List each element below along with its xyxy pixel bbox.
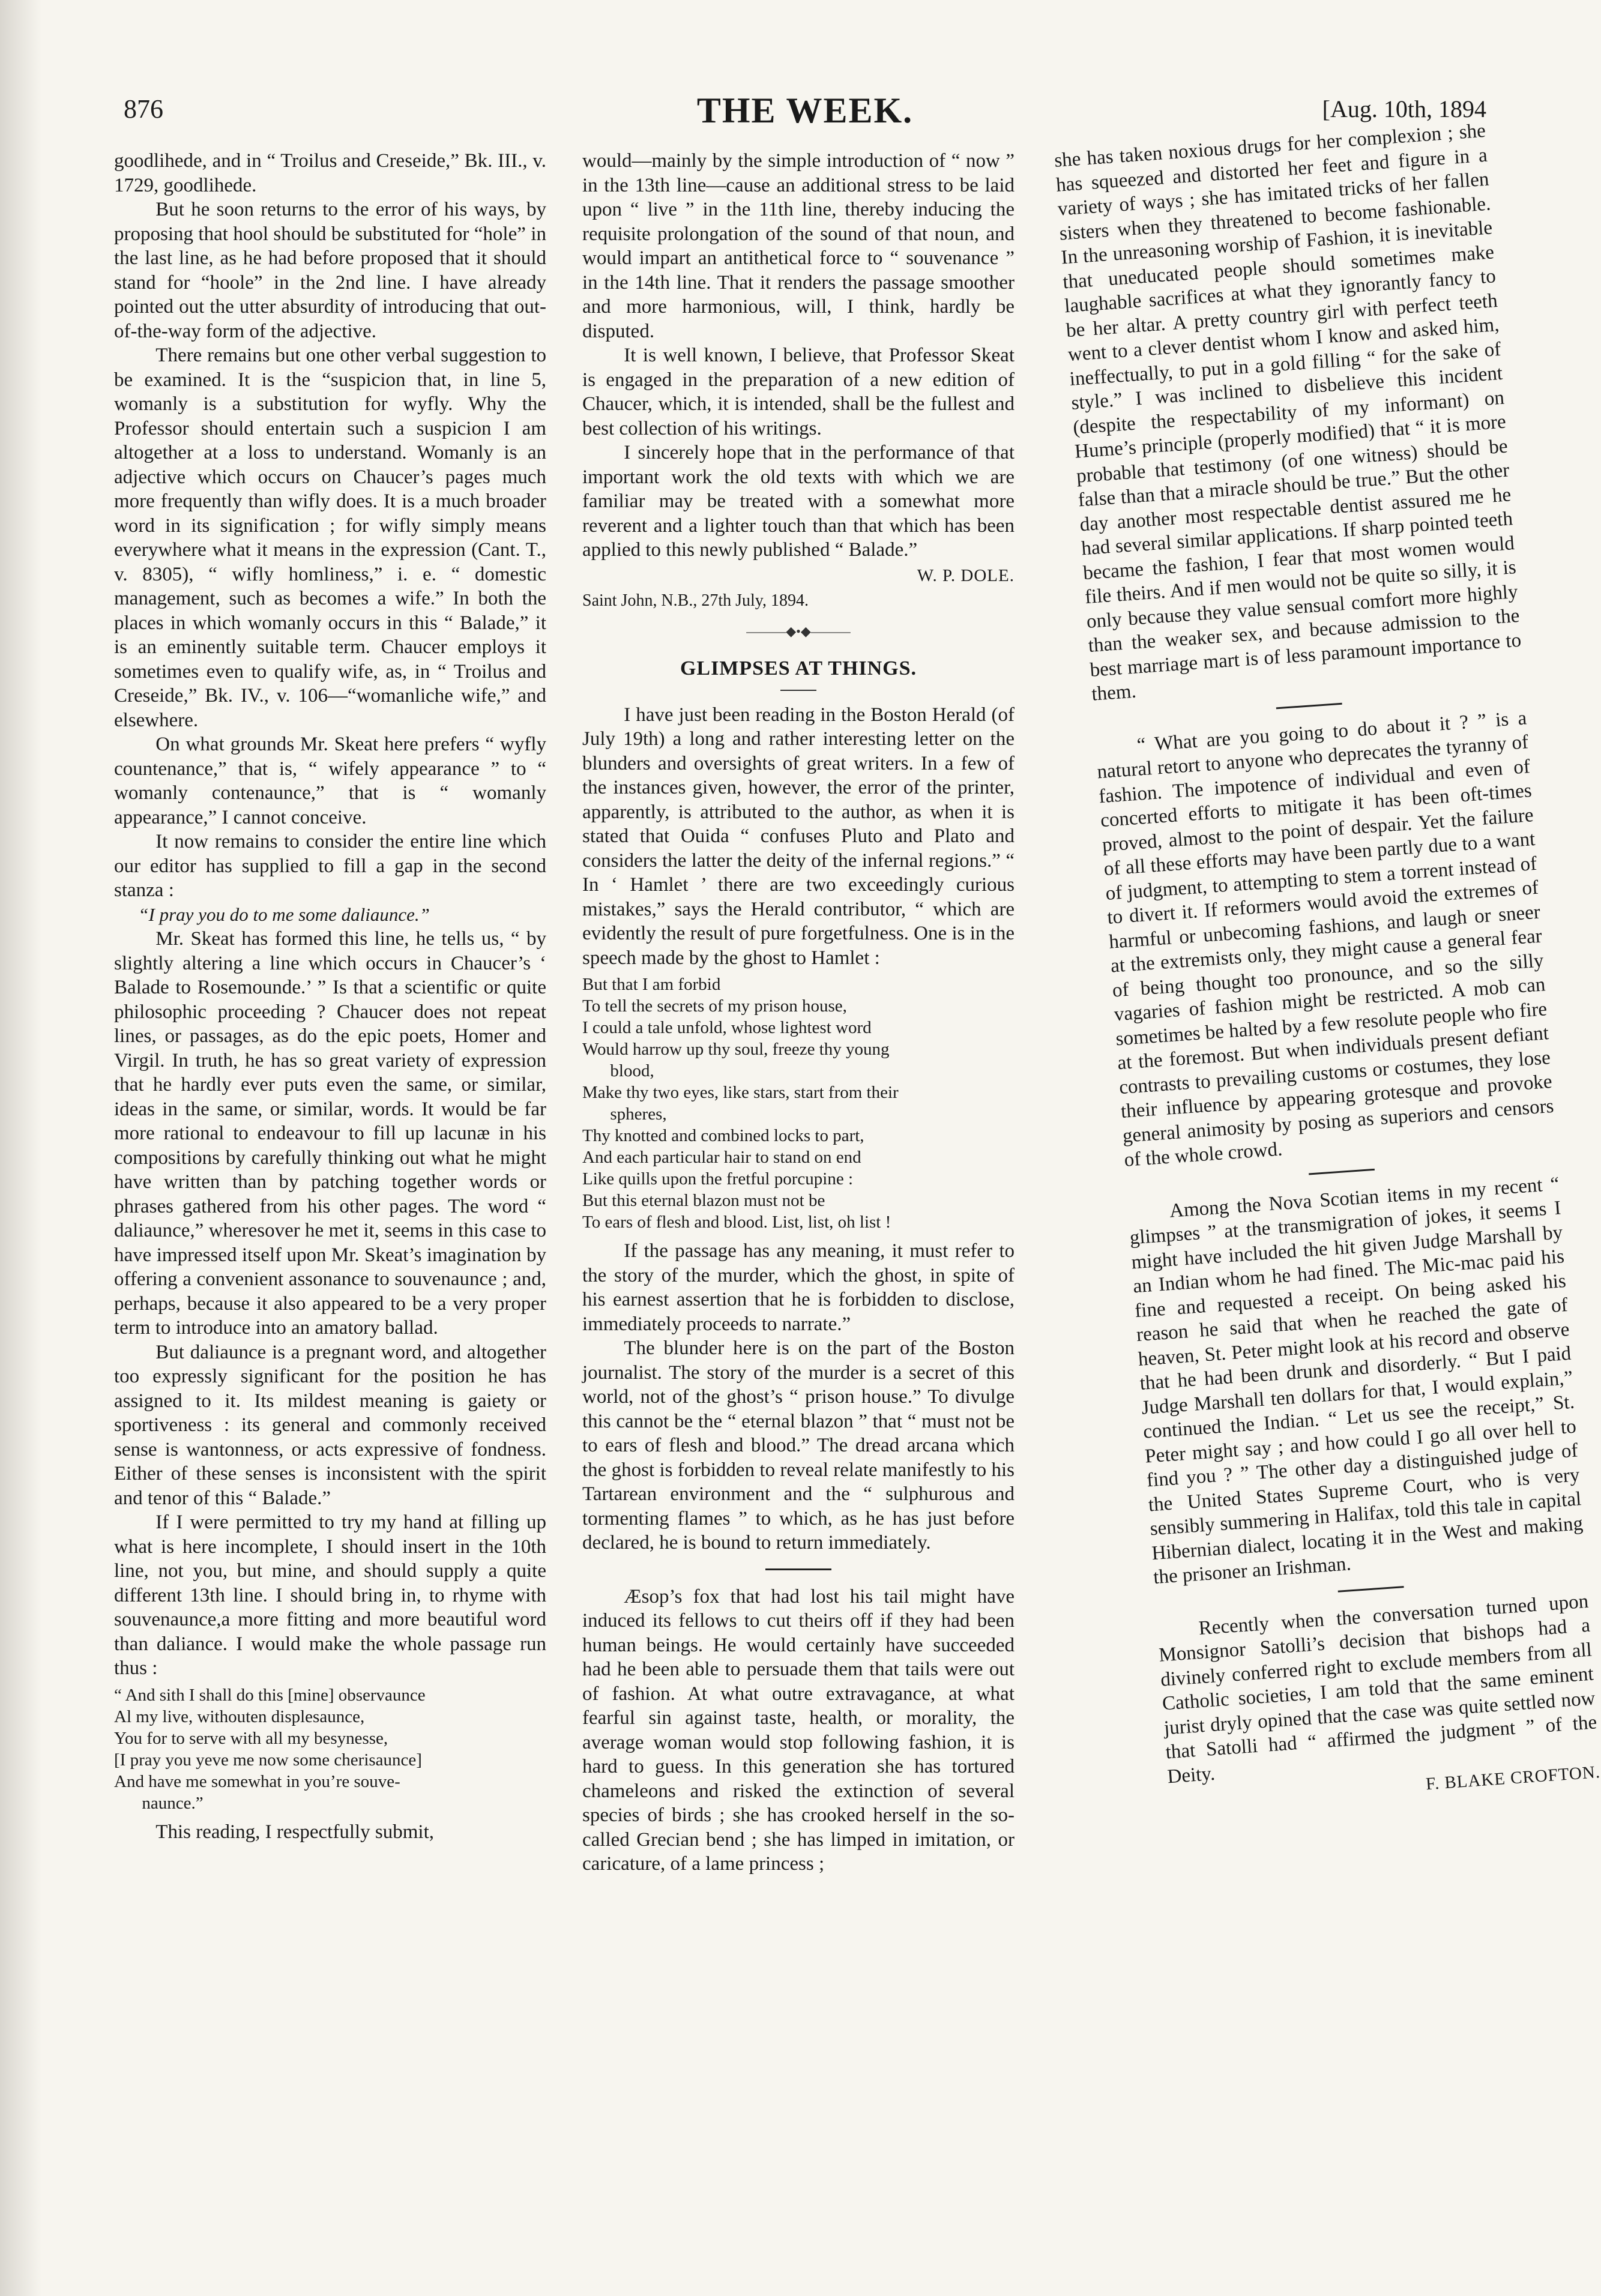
verse-line: Thy knotted and combined locks to part, xyxy=(582,1126,864,1145)
paragraph: Æsop’s fox that had lost his tail might have induced its fellows to cut theirs off if they had been human beings. He would certainly have succeeded had he been able to persuade them that tails were out of fashion. At what outre extravagance, at what fearful sin against taste, health, or morality, the average woman would stop following fashion, it is hard to guess. In this generation she has tortured chameleons and risked the extinction of several species of birds ; she has crooked herself in the so-called Grecian bend ; she has limped in imitation, or caricature, of a lame princess ; xyxy=(582,1585,1015,1875)
author-signature: W. P. DOLE. xyxy=(917,565,1015,585)
verse-line: Make thy two eyes, like stars, start from their xyxy=(582,1083,899,1102)
column-right xyxy=(1054,119,1601,2262)
issue-date: [Aug. 10th, 1894 xyxy=(1322,95,1486,122)
column-left xyxy=(114,149,546,2262)
section-divider xyxy=(1276,702,1342,709)
section-divider xyxy=(765,1568,831,1570)
paragraph: Recently when the conversation turned upon Monsignor Satolli’s decision that bishops had a divinely conferred right to exclude members from all Catholic societies, I am told that the same eminent jurist dryly opined that the case was quite settled now that Satolli had “ affirmed the judgment ” of the Deity. xyxy=(1158,1590,1598,1788)
page-number: 876 xyxy=(124,94,163,124)
verse-block xyxy=(582,974,1015,1233)
verse-line: Like quills upon the fretful porcupine : xyxy=(582,1169,854,1189)
verse-line: And have me somewhat in you’re souve- xyxy=(114,1771,400,1791)
verse-line: To ears of flesh and blood. List, list, oh list ! xyxy=(582,1213,891,1232)
paragraph: On what grounds Mr. Skeat here prefers “ wyfly countenance,” that is, “ wifely appearance ” to “ womanly contenaunce,” that is “ womanly appearance,” I cannot conceive. xyxy=(114,734,546,828)
verse-line: And each particular hair to stand on end xyxy=(582,1148,861,1167)
page-header xyxy=(124,90,1486,138)
author-signature: F. BLAKE CROFTON. xyxy=(1425,1762,1601,1794)
column-middle xyxy=(582,149,1015,2262)
paragraph: It is well known, I believe, that Professor Skeat is engaged in the preparation of a new edition of Chaucer, which, it is intended, shall be the fullest and best collection of his writings. xyxy=(582,345,1015,439)
title-rule xyxy=(780,690,816,691)
section-divider xyxy=(1338,1586,1404,1592)
paragraph: she has taken noxious drugs for her complexion ; she has squeezed and distorted her feet and figure in a variety of ways ; she has imitated tricks of her fallen sisters when they threatened to become fashionable. In the unreasoning worship of Fashion, it is inevitable that uneducated people should sometimes make laughable sacrifices at what they ignorantly fancy to be her altar. A pretty country girl with perfect teeth went to a clever dentist whom I know and asked him, ineffectually, to put in a gold filling “ for the sake of style.” I was inclined to disbelieve this incident (despite the respectability of my informant) on Hume’s principle (properly modified) that “ it is more probable that testimony (of one witness) should be false than that a miracle should be true.” But the other day another most respectable dentist assured me he had several similar applications. If sharp pointed teeth became the fashion, I fear that most women would file theirs. And if men would not be quite so silly, it is only because they value sensual comfort more highly than the weaker sex, and because admission to the best marriage mart is of less paramount importance to them. xyxy=(1054,119,1522,705)
paragraph: Mr. Skeat has formed this line, he tells us, “ by slightly altering a line which occurs in Chaucer’s ‘ Balade to Rosemounde.’ ” Is that a scientific or quite philosophic proceeding ? Chaucer does not repeat lines, or passages, as do the epic poets, Homer and Virgil. In truth, he has so great variety of expression that he hardly ever puts even the same, or similar, ideas in the same, or similar, words. It would be far more rational to endeavour to fill up lacunæ in his compositions by carefully thinking out what he might have written than by patching together words or phrases gathered from his other pages. The word “ daliaunce,” wheresover he met it, seems in this case to have impressed itself upon Mr. Skeat’s imagination by offering a convenient assonance to souvenaunce ; and, perhaps, because it also appeared to be a very proper term to introduce into an amatory ballad. xyxy=(114,928,546,1339)
dateline: Saint John, N.B., 27th July, 1894. xyxy=(582,591,809,610)
paragraph: If the passage has any meaning, it must refer to the story of the murder, which the ghost, in spite of his earnest assertion that he is forbidden to disclose, immediately proceeds to narrate.” xyxy=(582,1240,1015,1335)
verse-line: blood, xyxy=(610,1061,654,1080)
verse-line: But this eternal blazon must not be xyxy=(582,1191,825,1210)
paragraph: would—mainly by the simple introduction of “ now ” in the 13th line—cause an additional stress to be laid upon “ live ” in the 11th line, thereby inducing the requisite prolongation of the sound of that noun, and would impart an antithetical force to “ souvenance ” in the 14th line. That it renders the passage smoother and more harmonious, will, I think, hardly be disputed. xyxy=(582,150,1015,342)
verse-line: Would harrow up thy soul, freeze thy young xyxy=(582,1040,890,1059)
section-ornament: ———◆•◆——— xyxy=(746,623,851,639)
section-divider xyxy=(1309,1168,1375,1175)
quoted-line: “I pray you do to me some daliaunce.” xyxy=(138,903,430,925)
paragraph: “ What are you going to do about it ? ” is a natural retort to anyone who deprecates the tyranny of fashion. The impotence of individual and even of concerted efforts to mitigate it has been oft-times proved, almost to the point of despair. Yet the failure of all these efforts may have been partly due to a want of judgment, to attempting to stem a torrent instead of to divert it. If reformers would avoid the extremes of harmful or unbecoming fashions, and laugh or sneer at the extremists only, they might cause a general fear of being thought too pronounce, and so the silly vagaries of fashion might be restricted. A mob can sometimes be halted by a few resolute people who fire at the foremost. But when individuals present defiant contrasts to prevailing customs or costumes, they lose their influence by appearing grotesque and provoke general animosity by posing as superiors and censors of the whole crowd. xyxy=(1096,707,1555,1171)
verse-line: Al my live, withouten displesaunce, xyxy=(114,1707,365,1726)
slanted-text-block xyxy=(1054,119,1601,1815)
verse-line: spheres, xyxy=(610,1104,667,1124)
paragraph: If I were permitted to try my hand at filling up what is here incomplete, I should insert in the 10th line, not you, but mine, and should supply a quite different 13th line. I should bring in, to rhyme with souvenaunce,a more fitting and more beautiful word than daliance. I would make the whole passage run thus : xyxy=(114,1511,546,1679)
verse-line: To tell the secrets of my prison house, xyxy=(582,996,847,1016)
paragraph: This reading, I respectfully submit, xyxy=(155,1821,435,1843)
paragraph: It now remains to consider the entire line which our editor has supplied to fill a gap in the second stanza : xyxy=(114,831,546,901)
verse-line: [I pray you yeve me now some cherisaunce] xyxy=(114,1750,422,1770)
paragraph: I sincerely hope that in the performance of that important work the old texts with which we are familiar may be treated with a somewhat more reverent and a lighter touch than that which has been applied to this newly published “ Balade.” xyxy=(582,442,1015,561)
paragraph: The blunder here is on the part of the Boston journalist. The story of the murder is a secret of this world, not of the ghost’s “ prison house.” To divulge this cannot be the “ eternal blazon ” that “ must not be to ears of flesh and blood.” The dread arcana which the ghost is forbidden to reveal relate manifestly to his Tartarean environment and the “ sulphurous and tormenting flames ” to which, as he has just before declared, he is bound to return immediately. xyxy=(582,1337,1015,1553)
verse-line: naunce.” xyxy=(142,1793,204,1813)
paragraph: goodlihede, and in “ Troilus and Creseide,” Bk. III., v. 1729, goodlihede. xyxy=(114,150,546,196)
paragraph: Among the Nova Scotian items in my recent “ glimpses ” at the transmigration of jokes, it seems I might have included the hit given Judge Marshall by an Indian whom he had fined. The Mic-mac paid his fine and requested a receipt. On being asked his reason he said that when he reached the gate of heaven, St. Peter might look at his record and observe that he had been drunk and disorderly. “ But I paid Judge Marshall ten dollars for that, I would explain,” continued the Indian. “ Let us see the receipt,” St. Peter might say ; and how could I go all over hell to find you ? ” The other day a distinguished judge of the United States Supreme Court, who is very sensibly summering in Halifax, told this tale in capital Hibernian dialect, locating it in the West and making the prisoner an Irishman. xyxy=(1129,1172,1584,1589)
page-edge-shadow xyxy=(0,0,42,2296)
paragraph: But he soon returns to the error of his ways, by proposing that hool should be substituted for “hole” in the last line, as he had before proposed that it should stand for “hoole” in the 2nd line. I have already pointed out the utter absurdity of introducing that out-of-the-way form of the adjective. xyxy=(114,199,546,342)
verse-block xyxy=(114,1684,546,1814)
masthead: THE WEEK. xyxy=(696,91,914,130)
verse-line: “ And sith I shall do this [mine] observaunce xyxy=(114,1685,426,1705)
paragraph: I have just been reading in the Boston Herald (of July 19th) a long and rather interesting letter on the blunders and oversights of great writers. In a few of the instances given, however, the error of the printer, apparently, is attributed to the author, as when it is stated that Ouida “ confuses Pluto and Plato and considers the latter the deity of the infernal regions.” “ In ‘ Hamlet ’ there are two exceedingly curious mistakes,” says the Herald contributor, “ which are evidently the result of pure forgetfulness. One is in the speech made by the ghost to Hamlet : xyxy=(582,704,1015,969)
verse-line: I could a tale unfold, whose lightest word xyxy=(582,1018,872,1037)
section-title: GLIMPSES AT THINGS. xyxy=(680,657,917,679)
paragraph: But daliaunce is a pregnant word, and altogether too expressly significant for the position he has assigned to it. Its mildest meaning is gaiety or sportiveness : its general and commonly received sense is wantonness, or acts expressive of fondness. Either of these senses is inconsistent with the spirit and tenor of this “ Balade.” xyxy=(114,1341,546,1509)
verse-line: You for to serve with all my besynesse, xyxy=(114,1728,388,1748)
verse-line: But that I am forbid xyxy=(582,975,721,994)
paragraph: There remains but one other verbal suggestion to be examined. It is the “suspicion that, in line 5, womanly is a substitution for wyfly. Why the Professor should entertain such a suspicion I am altogether at a loss to understand. Womanly is an adjective which occurs on Chaucer’s pages much more frequently than wifly does. It is a much broader word in its signification ; for wifly simply means everywhere what it means in the expression (Cant. T., v. 8305), “ wifly homliness,” i. e. “ domestic management, such as becomes a wife.” In both the places in which womanly occurs in this “ Balade,” it is an eminently suitable term. Chaucer employs it sometimes even to qualify wife, as, in “ Troilus and Creseide,” Bk. IV., v. 106—“womanliche wife,” and elsewhere. xyxy=(114,345,546,731)
